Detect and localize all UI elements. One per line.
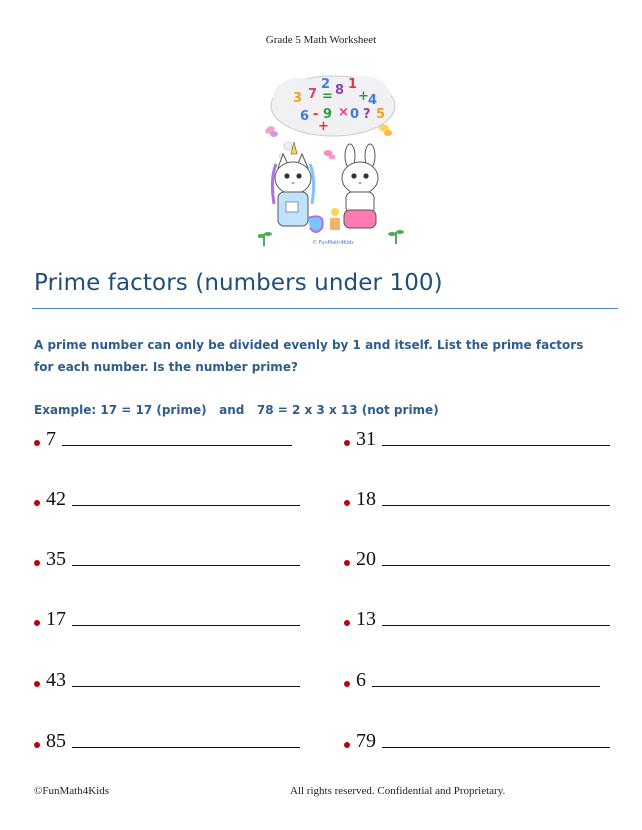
- problem-number: 31: [356, 428, 376, 450]
- answer-line[interactable]: [72, 686, 300, 687]
- bullet-icon: [344, 500, 350, 506]
- svg-text:7: 7: [308, 87, 318, 102]
- footer-rights: All rights reserved. Confidential and Proprietary.: [290, 785, 506, 797]
- problem-number: 18: [356, 488, 376, 510]
- bullet-icon: [34, 500, 40, 506]
- bullet-icon: [344, 742, 350, 748]
- bullet-icon: [34, 620, 40, 626]
- answer-line[interactable]: [382, 747, 610, 748]
- problem-item: [344, 546, 610, 570]
- bullet-icon: [344, 440, 350, 446]
- problem-item: [344, 667, 600, 691]
- problem-number: 20: [356, 548, 376, 570]
- answer-line[interactable]: [72, 625, 300, 626]
- problem-number: 13: [356, 608, 376, 630]
- worksheet-illustration: [258, 68, 408, 258]
- bullet-icon: [344, 620, 350, 626]
- worksheet-header: Grade 5 Math Worksheet: [265, 34, 377, 46]
- answer-line[interactable]: [72, 505, 300, 506]
- answer-line[interactable]: [382, 445, 610, 446]
- svg-text:1: 1: [348, 77, 358, 92]
- svg-text:?: ?: [363, 107, 371, 122]
- answer-line[interactable]: [72, 747, 300, 748]
- instructions-text: A prime number can only be divided evenly by 1 and itself. List the prime factors for each number. Is the number prime?: [34, 338, 584, 374]
- problem-number: 6: [356, 669, 366, 691]
- problem-number: 35: [46, 548, 66, 570]
- problem-item: [344, 728, 610, 752]
- bullet-icon: [34, 681, 40, 687]
- footer-copyright: ©FunMath4Kids: [34, 785, 109, 797]
- svg-text:9: 9: [323, 107, 333, 122]
- svg-text:×: ×: [338, 105, 349, 120]
- svg-text:4: 4: [368, 93, 378, 108]
- bullet-icon: [344, 681, 350, 687]
- svg-text:5: 5: [376, 107, 386, 122]
- example-text: Example: 17 = 17 (prime) and 78 = 2 x 3 x 13 (not prime): [34, 403, 439, 417]
- problem-item: [34, 546, 300, 570]
- problem-item: [34, 486, 300, 510]
- problem-item: [344, 486, 610, 510]
- svg-text:8: 8: [335, 83, 345, 98]
- svg-text:3: 3: [293, 91, 303, 106]
- problem-number: 17: [46, 608, 66, 630]
- bullet-icon: [34, 440, 40, 446]
- answer-line[interactable]: [382, 625, 610, 626]
- problem-item: [34, 426, 292, 450]
- svg-text:=: =: [322, 89, 333, 104]
- svg-text:6: 6: [300, 109, 310, 124]
- answer-line[interactable]: [372, 686, 600, 687]
- svg-text:+: +: [318, 119, 329, 134]
- svg-text:2: 2: [321, 77, 331, 92]
- bullet-icon: [34, 560, 40, 566]
- page-title: Prime factors (numbers under 100): [34, 270, 443, 296]
- problem-number: 85: [46, 730, 66, 752]
- svg-text:+: +: [358, 89, 369, 104]
- problem-number: 43: [46, 669, 66, 691]
- bullet-icon: [344, 560, 350, 566]
- problem-number: 42: [46, 488, 66, 510]
- problem-item: [34, 606, 300, 630]
- bullet-icon: [34, 742, 40, 748]
- problem-number: 7: [46, 428, 56, 450]
- svg-text:0: 0: [350, 107, 360, 122]
- problem-number: 79: [356, 730, 376, 752]
- bunny-character: [342, 144, 378, 228]
- problem-item: [34, 728, 300, 752]
- svg-text:-: -: [313, 107, 319, 122]
- problem-item: [344, 606, 610, 630]
- answer-line[interactable]: [382, 565, 610, 566]
- title-underline: [32, 308, 618, 309]
- answer-line[interactable]: [62, 445, 292, 446]
- problem-item: [34, 667, 300, 691]
- problem-item: [344, 426, 610, 450]
- answer-line[interactable]: [72, 565, 300, 566]
- illustration-credit: © FunMath4Kids: [312, 240, 354, 246]
- answer-line[interactable]: [382, 505, 610, 506]
